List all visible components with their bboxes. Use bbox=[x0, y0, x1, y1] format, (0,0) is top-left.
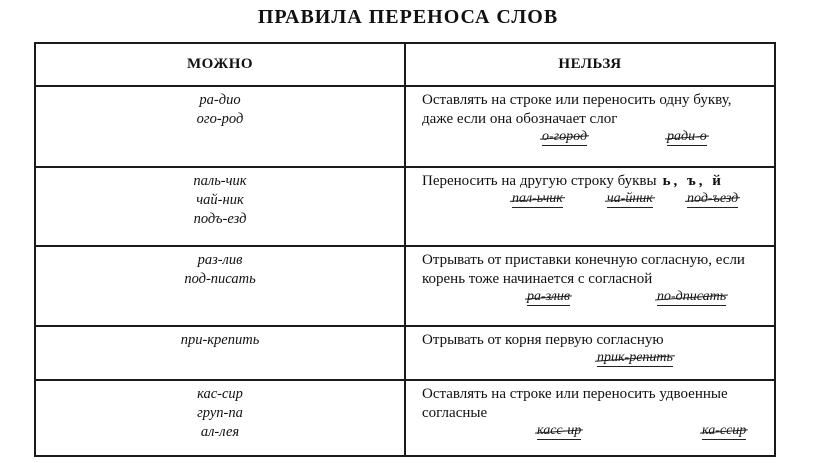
allowed-example: раз-лив bbox=[197, 252, 243, 268]
page-title: ПРАВИЛА ПЕРЕНОСА СЛОВ bbox=[257, 6, 559, 28]
table-row bbox=[35, 326, 775, 380]
wrong-examples bbox=[422, 129, 766, 149]
wrong-example: ка-ссир bbox=[702, 423, 747, 438]
wrong-example: ради-о bbox=[667, 129, 707, 144]
wrong-example: касс-ир bbox=[537, 423, 582, 438]
allowed-example: ал-лея bbox=[200, 424, 240, 440]
rule-text bbox=[422, 172, 766, 191]
allowed-cell bbox=[35, 167, 405, 246]
allowed-example: ого-род bbox=[196, 111, 244, 127]
wrong-example: под-ъезд bbox=[687, 191, 739, 206]
table-row bbox=[35, 167, 775, 246]
allowed-example: паль-чик bbox=[193, 173, 247, 189]
allowed-example: при-крепить bbox=[180, 332, 260, 348]
wrong-example: ра-злив bbox=[527, 289, 570, 304]
rule-text: Оставлять на строке или переносить удвоенные согласные bbox=[422, 386, 728, 421]
table-row bbox=[35, 86, 775, 167]
rule-letters: ь, ъ, й bbox=[662, 173, 724, 189]
wrong-example: о-город bbox=[542, 129, 588, 144]
allowed-cell bbox=[35, 246, 405, 326]
header-allowed: МОЖНО bbox=[35, 43, 405, 86]
allowed-example: кас-сир bbox=[197, 386, 243, 402]
wrong-example: по-дписать bbox=[657, 289, 727, 304]
forbidden-cell bbox=[405, 167, 775, 246]
wrong-example: ча-йник bbox=[607, 191, 653, 206]
wrong-examples bbox=[422, 191, 766, 211]
forbidden-cell bbox=[405, 326, 775, 380]
forbidden-cell bbox=[405, 246, 775, 326]
wrong-example: прик-репить bbox=[597, 350, 673, 365]
header-row bbox=[35, 43, 775, 86]
wrong-examples bbox=[422, 289, 766, 309]
allowed-cell bbox=[35, 86, 405, 167]
rule-text: Оставлять на строке или переносить одну букву, даже если она обозначает слог bbox=[422, 92, 732, 127]
allowed-cell bbox=[35, 380, 405, 456]
allowed-example: ра-дио bbox=[199, 92, 241, 108]
allowed-cell bbox=[35, 326, 405, 380]
forbidden-cell bbox=[405, 380, 775, 456]
wrong-examples bbox=[422, 350, 766, 370]
table-row bbox=[35, 380, 775, 456]
header-forbidden: НЕЛЬЗЯ bbox=[405, 43, 775, 86]
allowed-example: чай-ник bbox=[196, 192, 244, 208]
table-row bbox=[35, 246, 775, 326]
forbidden-cell bbox=[405, 86, 775, 167]
allowed-example: под-писать bbox=[184, 271, 256, 287]
rule-text: Отрывать от приставки конечную согласную, если корень тоже начинается с согласной bbox=[422, 252, 745, 287]
rule-text: Отрывать от корня первую согласную bbox=[422, 332, 664, 348]
wrong-examples bbox=[422, 423, 766, 443]
rules-table bbox=[34, 42, 776, 457]
allowed-example: груп-па bbox=[197, 405, 243, 421]
rule-text-main: Переносить на другую строку буквы bbox=[422, 173, 657, 189]
allowed-example: подъ-езд bbox=[193, 211, 247, 227]
wrong-example: пал-ьчик bbox=[512, 191, 563, 206]
